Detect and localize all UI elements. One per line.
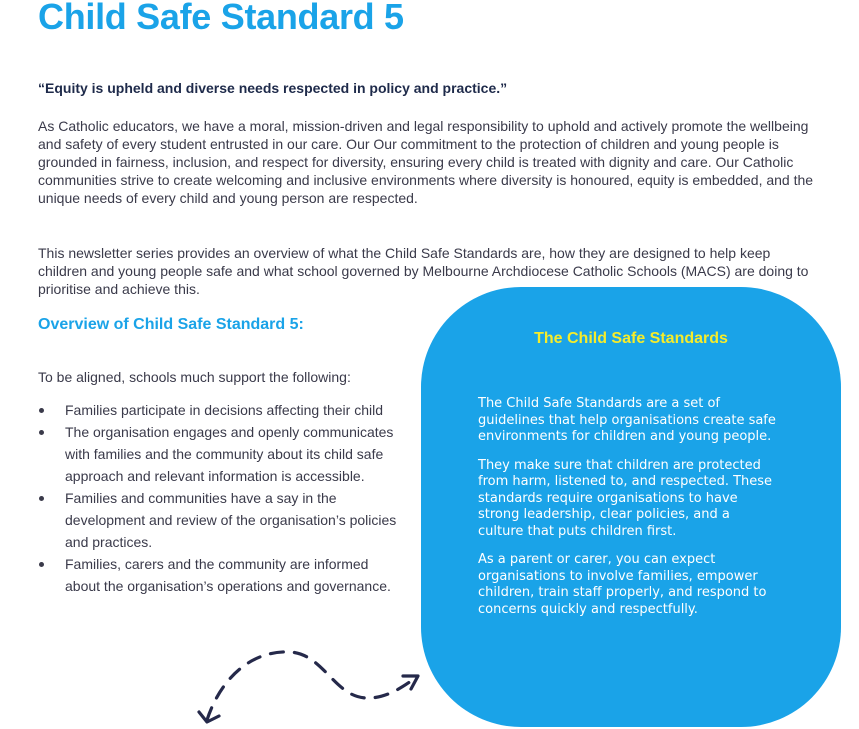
overview-bullet-list xyxy=(38,399,398,597)
child-safe-standards-panel xyxy=(421,287,841,727)
overview-intro: To be aligned, schools much support the following: xyxy=(38,369,351,385)
overview-heading: Overview of Child Safe Standard 5: xyxy=(38,316,304,333)
list-item: Families, carers and the community are informed about the organisation’s operations and governance. xyxy=(38,553,398,597)
standard-quote: “Equity is upheld and diverse needs respected in policy and practice.” xyxy=(38,80,508,96)
dashed-arrow-icon xyxy=(195,640,435,729)
panel-paragraph: They make sure that children are protected from harm, listened to, and respected. These standards require organisations to have strong leadership, clear policies, and a culture that puts children first. xyxy=(478,457,773,539)
intro-paragraph: As Catholic educators, we have a moral, mission-driven and legal responsibility to uphold and actively promote the wellbeing and safety of every student entrusted in our care. Our Our commitment to the protection of children and young people is grounded in fairness, inclusion, and respect for diversity, ensuring every child is treated with dignity and care. Our Catholic communities strive to create welcoming and inclusive environments where diversity is honoured, equity is embedded, and the unique needs of every child and young person are respected. xyxy=(38,118,814,206)
list-item: Families and communities have a say in the development and review of the organisation’s policies and practices. xyxy=(38,487,398,553)
page-title: Child Safe Standard 5 xyxy=(38,0,404,37)
panel-paragraph: As a parent or carer, you can expect organisations to involve families, empower children, train staff properly, and respond to concerns quickly and respectfully. xyxy=(478,552,767,617)
panel-paragraph: The Child Safe Standards are a set of guidelines that help organisations create safe environments for children and young people. xyxy=(478,396,776,444)
list-item: Families participate in decisions affecting their child xyxy=(38,399,398,421)
list-item: The organisation engages and openly communicates with families and the community about its child safe approach and relevant information is accessible. xyxy=(38,421,398,487)
panel-title: The Child Safe Standards xyxy=(534,330,728,347)
newsletter-paragraph: This newsletter series provides an overview of what the Child Safe Standards are, how they are designed to help keep children and young people safe and what school governed by Melbourne Archdiocese Catholic Schools (MACS) are doing to prioritise and achieve this. xyxy=(38,245,809,297)
panel-body xyxy=(478,396,778,630)
